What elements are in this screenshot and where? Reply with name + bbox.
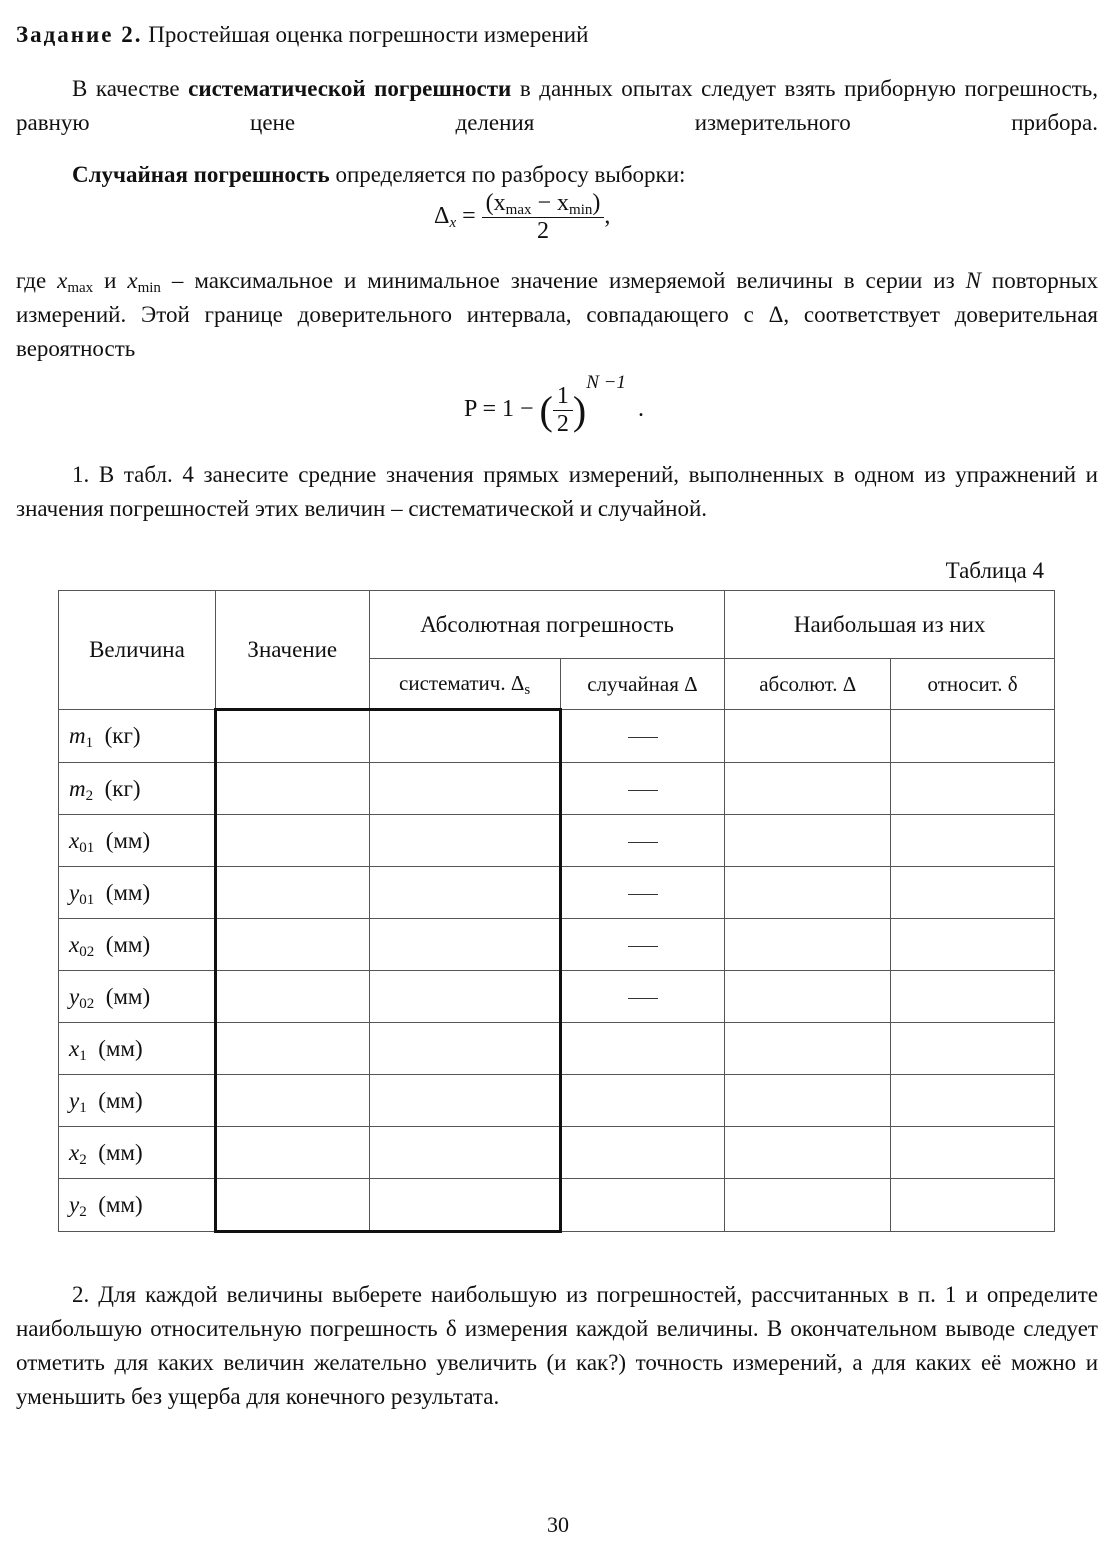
random-cell[interactable] <box>560 1075 725 1127</box>
quantity-symbol: x <box>69 1139 80 1165</box>
systematic-cell[interactable] <box>369 919 560 971</box>
relative-cell[interactable] <box>891 867 1055 919</box>
task-label: Задание 2. <box>16 22 143 47</box>
formula-fraction <box>553 383 573 438</box>
num-sub-min: min <box>569 202 593 218</box>
systematic-cell[interactable] <box>369 971 560 1023</box>
table-row <box>59 815 1055 867</box>
quantity-symbol: y <box>69 879 80 905</box>
quantity-unit: (мм) <box>105 983 151 1009</box>
relative-cell[interactable] <box>891 1023 1055 1075</box>
table-row <box>59 1075 1055 1127</box>
systematic-cell[interactable] <box>369 815 560 867</box>
quantity-sub: 02 <box>79 995 95 1012</box>
absolute-cell[interactable] <box>725 867 891 919</box>
table-row <box>59 710 1055 763</box>
relative-cell[interactable] <box>891 971 1055 1023</box>
quantity-sub: 01 <box>79 839 95 856</box>
paren-open: ( <box>539 387 553 433</box>
formula-dot: . <box>637 396 644 422</box>
quantity-symbol: x <box>69 827 80 853</box>
measurement-table <box>58 590 1055 1233</box>
quantity-sub: 1 <box>79 1047 87 1064</box>
quantity-cell <box>59 1179 216 1232</box>
table-row <box>59 867 1055 919</box>
absolute-cell[interactable] <box>725 971 891 1023</box>
quantity-symbol: x <box>69 931 80 957</box>
header-systematic-label: систематич. Δ <box>399 671 525 695</box>
quantity-cell <box>59 710 216 763</box>
bold-term: Случайная погрешность <box>72 162 330 187</box>
relative-cell[interactable] <box>891 710 1055 763</box>
formula-eq: = <box>462 203 476 230</box>
random-cell[interactable] <box>560 710 725 763</box>
dash-mark <box>628 998 658 999</box>
value-cell[interactable] <box>215 867 369 919</box>
absolute-cell[interactable] <box>725 815 891 867</box>
table-row <box>59 1127 1055 1179</box>
relative-cell[interactable] <box>891 763 1055 815</box>
header-relative: относит. δ <box>891 659 1055 710</box>
absolute-cell[interactable] <box>725 710 891 763</box>
relative-cell[interactable] <box>891 1179 1055 1232</box>
absolute-cell[interactable] <box>725 1127 891 1179</box>
formula-probability <box>464 372 644 438</box>
num-open: (x <box>485 190 506 216</box>
paragraph-where <box>16 264 1098 366</box>
text-span: где <box>16 268 58 293</box>
quantity-symbol: y <box>69 983 80 1009</box>
quantity-sub: 1 <box>79 1099 87 1116</box>
systematic-cell[interactable] <box>369 1075 560 1127</box>
quantity-symbol: m <box>69 775 86 801</box>
text-span: в данных опытах следует взять приборную погрешность, равную цене деления измерительного прибора. <box>16 76 1098 135</box>
absolute-cell[interactable] <box>725 1075 891 1127</box>
random-cell[interactable] <box>560 1179 725 1232</box>
paragraph-random <box>16 158 1098 192</box>
paren-close: ) <box>572 387 587 433</box>
text-span: и <box>93 268 128 293</box>
quantity-sub: 2 <box>85 787 94 804</box>
header-systematic-sub: s <box>524 682 531 698</box>
dash-mark <box>628 842 658 843</box>
formula-fraction <box>482 190 605 245</box>
formula-lhs: Δ <box>434 203 450 230</box>
relative-cell[interactable] <box>891 919 1055 971</box>
var-x: x <box>57 268 68 293</box>
formula-denominator: 2 <box>537 218 550 244</box>
sub-min: min <box>137 280 161 296</box>
text-span: В качестве <box>72 76 189 101</box>
quantity-cell <box>59 919 216 971</box>
header-max-error: Наибольшая из них <box>725 591 1055 659</box>
dash-mark <box>628 946 658 947</box>
task-title <box>16 18 588 52</box>
quantity-symbol: x <box>69 1035 80 1061</box>
header-abs-error: Абсолютная погрешность <box>369 591 725 659</box>
value-cell[interactable] <box>215 919 369 971</box>
systematic-cell[interactable] <box>369 1023 560 1075</box>
value-cell[interactable] <box>215 1075 369 1127</box>
sub-max: max <box>67 280 94 296</box>
formula-lhs-sub: x <box>449 215 457 232</box>
var-x: x <box>127 268 138 293</box>
quantity-sub: 1 <box>85 735 94 751</box>
task-heading: Простейшая оценка погрешности измерений <box>142 22 589 47</box>
text-span: определяется по разбросу выборки: <box>329 162 686 187</box>
num-mid: − x <box>531 190 570 216</box>
absolute-cell[interactable] <box>725 763 891 815</box>
formula-numerator <box>482 190 605 218</box>
random-cell[interactable] <box>560 1023 725 1075</box>
paragraph-step2: 2. Для каждой величины выберете наибольшую из погрешностей, рассчитанных в п. 1 и определите наибольшую относительную погрешность δ измерения каждой величины. В окончательном выводе следует отметить для каких величин желательно увеличить (и как?) точность измерений, а для каких её можно и уменьшить без ущерба для конечного результата. <box>16 1282 1098 1409</box>
table-row <box>59 1179 1055 1232</box>
quantity-cell <box>59 971 216 1023</box>
quantity-unit: (мм) <box>98 1192 143 1217</box>
dash-mark <box>628 790 658 791</box>
text-span: повторных измерений. Этой границе доверительного интервала, совпадающего с Δ, соответствует доверительная вероятность <box>16 268 1098 361</box>
quantity-cell <box>59 1127 216 1179</box>
absolute-cell[interactable] <box>725 919 891 971</box>
bold-term: систематической погрешности <box>188 76 512 101</box>
quantity-symbol: m <box>69 723 86 748</box>
paragraph-step1: 1. В табл. 4 занесите средние значения прямых измерений, выполненных в одном из упражнений и значения погрешностей этих величин – систематической и случайной. <box>16 462 1098 521</box>
quantity-unit: (кг) <box>104 723 141 748</box>
quantity-symbol: y <box>69 1192 80 1217</box>
random-cell[interactable] <box>560 867 725 919</box>
table-row <box>59 763 1055 815</box>
value-cell[interactable] <box>215 710 369 763</box>
header-quantity: Величина <box>59 591 216 710</box>
quantity-sub: 2 <box>79 1151 87 1168</box>
formula-lhs: P = 1 − <box>464 396 534 422</box>
quantity-sub: 02 <box>79 943 95 960</box>
random-cell[interactable] <box>560 763 725 815</box>
quantity-unit: (кг) <box>104 775 141 801</box>
value-cell[interactable] <box>215 815 369 867</box>
systematic-cell[interactable] <box>369 710 560 763</box>
text-span: – максимальное и минимальное значение измеряемой величины в серии из <box>160 268 966 293</box>
random-cell[interactable] <box>560 1127 725 1179</box>
header-value: Значение <box>215 591 369 710</box>
quantity-cell <box>59 867 216 919</box>
systematic-cell[interactable] <box>369 763 560 815</box>
formula-comma: , <box>604 203 611 230</box>
systematic-cell[interactable] <box>369 1179 560 1232</box>
table-row <box>59 971 1055 1023</box>
formula-delta <box>434 190 610 245</box>
quantity-unit: (мм) <box>98 1139 143 1165</box>
num-close: ) <box>592 190 601 216</box>
quantity-symbol: y <box>69 1087 80 1113</box>
quantity-sub: 01 <box>79 891 95 908</box>
value-cell[interactable] <box>215 1179 369 1232</box>
quantity-cell <box>59 815 216 867</box>
paragraph-systematic <box>16 72 1098 140</box>
quantity-cell <box>59 763 216 815</box>
random-cell[interactable] <box>560 919 725 971</box>
absolute-cell[interactable] <box>725 1179 891 1232</box>
table-body <box>59 710 1055 1232</box>
table-row <box>59 919 1055 971</box>
num-sub-max: max <box>505 202 532 218</box>
dash-mark <box>628 737 658 738</box>
header-absolute: абсолют. Δ <box>725 659 891 710</box>
quantity-cell <box>59 1023 216 1075</box>
quantity-unit: (мм) <box>98 1035 143 1061</box>
relative-cell[interactable] <box>891 815 1055 867</box>
absolute-cell[interactable] <box>725 1023 891 1075</box>
relative-cell[interactable] <box>891 1075 1055 1127</box>
relative-cell[interactable] <box>891 1127 1055 1179</box>
random-cell[interactable] <box>560 971 725 1023</box>
value-cell[interactable] <box>215 763 369 815</box>
table-row <box>59 1023 1055 1075</box>
quantity-cell <box>59 1075 216 1127</box>
quantity-unit: (мм) <box>98 1087 143 1113</box>
quantity-sub: 2 <box>79 1204 87 1220</box>
page-number: 30 <box>547 1512 569 1537</box>
header-systematic <box>369 659 560 710</box>
random-cell[interactable] <box>560 815 725 867</box>
quantity-unit: (мм) <box>105 879 151 905</box>
value-cell[interactable] <box>215 1023 369 1075</box>
quantity-unit: (мм) <box>105 931 151 957</box>
value-cell[interactable] <box>215 1127 369 1179</box>
formula-denominator: 2 <box>556 410 569 437</box>
systematic-cell[interactable] <box>369 867 560 919</box>
systematic-cell[interactable] <box>369 1127 560 1179</box>
quantity-unit: (мм) <box>105 827 151 853</box>
header-random: случайная Δ <box>560 659 725 710</box>
value-cell[interactable] <box>215 971 369 1023</box>
var-n: N <box>965 268 981 293</box>
formula-numerator: 1 <box>553 383 573 411</box>
dash-mark <box>628 894 658 895</box>
table-caption: Таблица 4 <box>945 558 1044 583</box>
formula-exponent: N −1 <box>586 372 626 393</box>
